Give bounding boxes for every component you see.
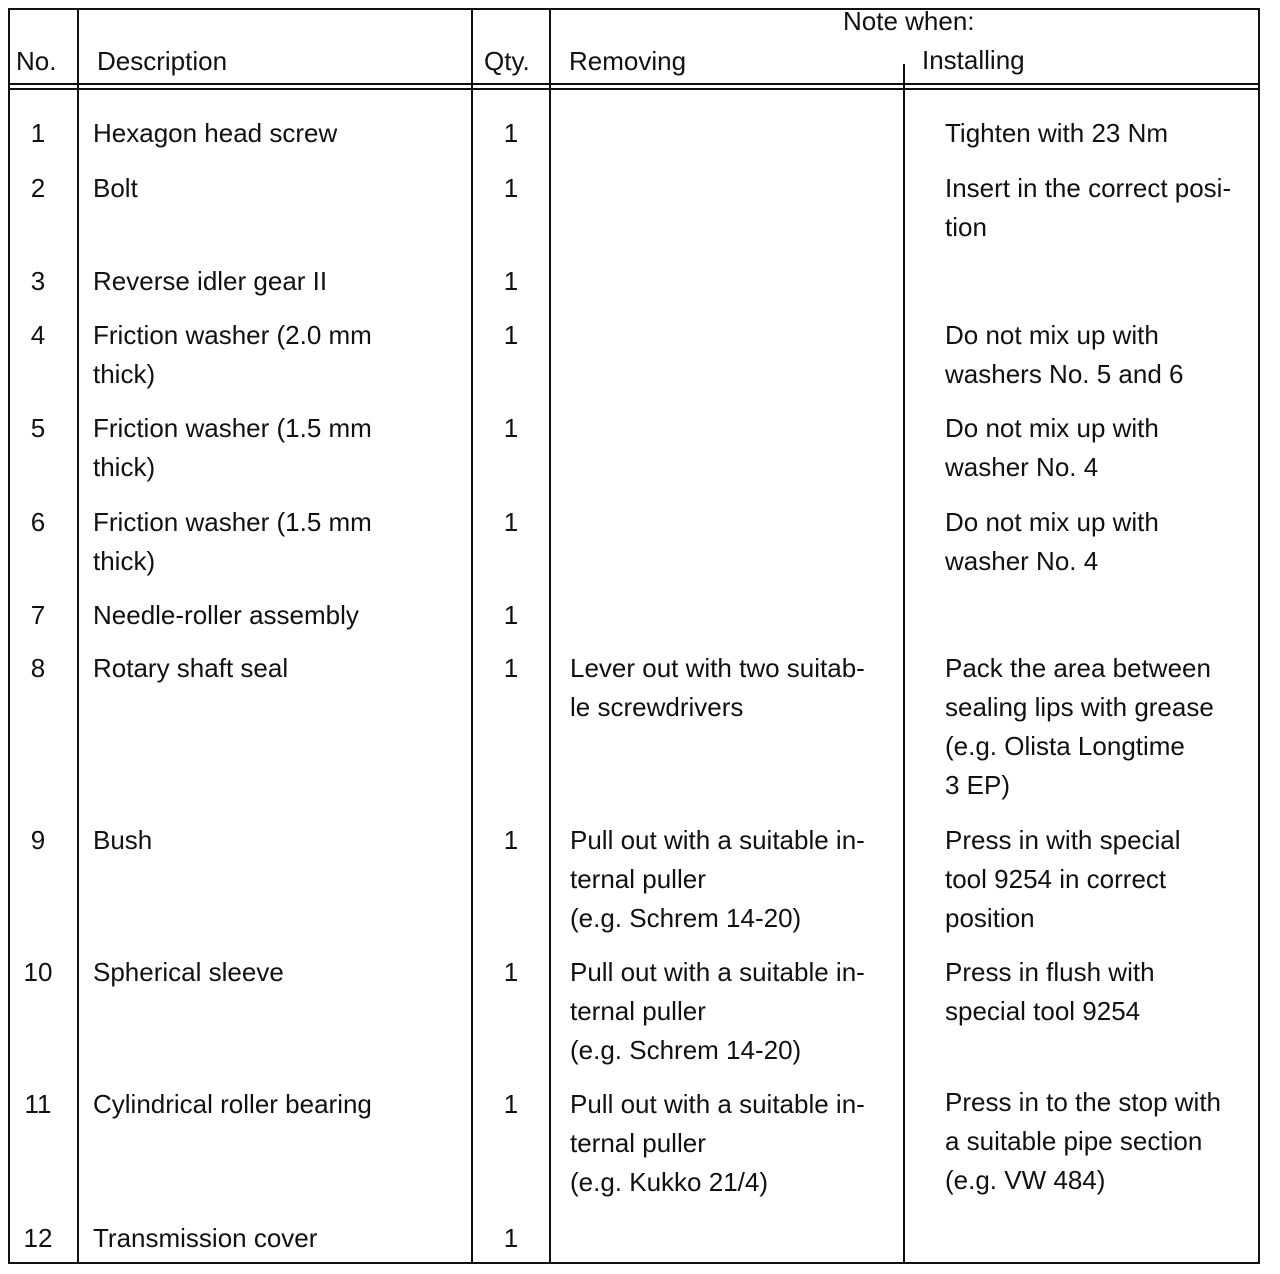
row-4-description: Friction washer (2.0 mm thick): [93, 320, 372, 389]
row-1-qty: 1: [503, 118, 519, 148]
row-11-no: 11: [24, 1089, 52, 1119]
row-10-no: 10: [23, 957, 53, 987]
row-10-qty: 1: [503, 957, 519, 987]
row-3-qty: 1: [503, 266, 519, 296]
row-11-qty: 1: [503, 1089, 519, 1119]
row-5-qty: 1: [503, 413, 519, 443]
row-12-no: 12: [23, 1223, 53, 1253]
column-divider-no: [77, 8, 79, 1264]
header-rule-inner: [8, 88, 1260, 90]
row-8-description: Rotary shaft seal: [93, 653, 289, 683]
row-8-qty: 1: [503, 653, 519, 683]
row-7-description: Needle-roller assembly: [93, 600, 359, 630]
row-8-removing: Lever out with two suitab- le screwdrivers: [570, 653, 865, 722]
row-5-description: Friction washer (1.5 mm thick): [93, 413, 372, 482]
header-note-when: Note when:: [843, 6, 975, 36]
row-5-installing: Do not mix up with washer No. 4: [945, 413, 1159, 482]
header-no: No.: [16, 46, 57, 76]
row-2-no: 2: [30, 173, 46, 203]
row-1-installing: Tighten with 23 Nm: [945, 118, 1169, 148]
row-3-description: Reverse idler gear II: [93, 266, 328, 296]
row-2-description: Bolt: [93, 173, 138, 203]
row-9-installing: Press in with special tool 9254 in correct position: [945, 825, 1181, 933]
row-1-description: Hexagon head screw: [93, 118, 338, 148]
row-8-installing: Pack the area between sealing lips with grease (e.g. Olista Longtime 3 EP): [945, 653, 1214, 800]
row-6-no: 6: [30, 507, 46, 537]
row-3-no: 3: [30, 266, 46, 296]
row-11-installing: Press in to the stop with a suitable pipe section (e.g. VW 484): [945, 1087, 1222, 1195]
row-4-installing: Do not mix up with washers No. 5 and 6: [945, 320, 1184, 389]
row-2-qty: 1: [503, 173, 519, 203]
header-installing: Installing: [922, 45, 1025, 75]
row-6-description: Friction washer (1.5 mm thick): [93, 507, 372, 576]
row-10-installing: Press in flush with special tool 9254: [945, 957, 1155, 1026]
row-9-removing: Pull out with a suitable in- ternal puller (e.g. Schrem 14-20): [570, 825, 865, 933]
column-divider-removing: [903, 64, 905, 1264]
row-9-qty: 1: [503, 825, 519, 855]
row-11-removing: Pull out with a suitable in- ternal puller (e.g. Kukko 21/4): [570, 1089, 865, 1197]
row-5-no: 5: [30, 413, 46, 443]
row-6-installing: Do not mix up with washer No. 4: [945, 507, 1159, 576]
row-4-qty: 1: [503, 320, 519, 350]
row-8-no: 8: [30, 653, 46, 683]
row-12-qty: 1: [503, 1223, 519, 1253]
row-11-description: Cylindrical roller bearing: [93, 1089, 372, 1119]
row-4-no: 4: [30, 320, 46, 350]
row-10-removing: Pull out with a suitable in- ternal puller (e.g. Schrem 14-20): [570, 957, 865, 1065]
row-12-description: Transmission cover: [93, 1223, 318, 1253]
row-9-no: 9: [30, 825, 46, 855]
header-removing: Removing: [569, 46, 687, 76]
row-9-description: Bush: [93, 825, 153, 855]
row-10-description: Spherical sleeve: [93, 957, 284, 987]
row-2-installing: Insert in the correct posi- tion: [945, 173, 1232, 242]
row-1-no: 1: [30, 118, 46, 148]
header-description: Description: [97, 46, 228, 76]
header-qty: Qty.: [484, 46, 530, 76]
row-7-qty: 1: [503, 600, 519, 630]
row-6-qty: 1: [503, 507, 519, 537]
header-rule: [8, 83, 1260, 85]
row-7-no: 7: [30, 600, 46, 630]
